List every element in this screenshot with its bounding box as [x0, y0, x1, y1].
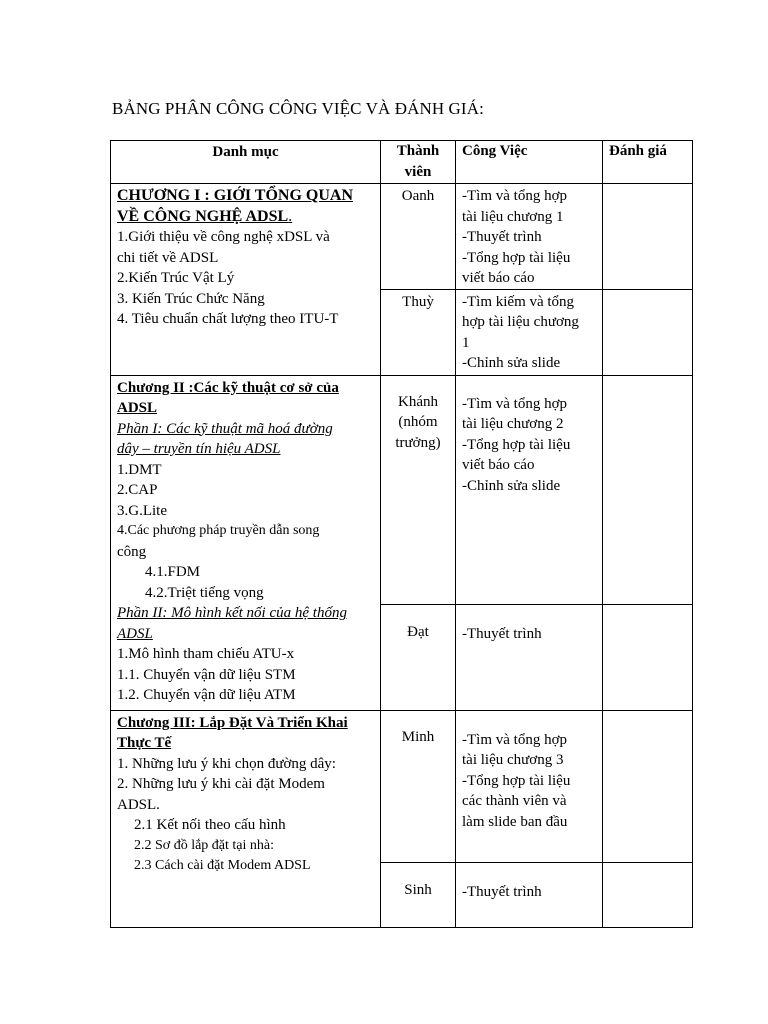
chapter2-item: công [117, 543, 147, 560]
chapter2-item: 2.CAP [117, 482, 158, 498]
header-member: Thành viên [381, 141, 456, 184]
chapter3-category-cell [111, 710, 381, 927]
evaluation-cell [603, 375, 693, 605]
member-khanh: Khánh (nhóm trưởng) [381, 375, 456, 605]
table-row [111, 184, 693, 290]
chapter1-item: 2.Kiến Trúc Vật Lý [117, 270, 235, 286]
chapter1-item: chi tiết về ADSL [117, 249, 219, 266]
chapter2-part1-heading: Phần I: Các kỹ thuật mã hoá đường dây – truyền tín hiệu ADSL [117, 420, 333, 457]
task-minh: -Tìm và tổng hợp tài liệu chương 3 -Tổng hợp tài liệu các thành viên và làm slide ban đầu [456, 710, 603, 862]
task-khanh: -Tìm và tổng hợp tài liệu chương 2 -Tổng hợp tài liệu viết báo cáo -Chỉnh sửa slide [456, 375, 603, 605]
assignment-table [110, 140, 693, 928]
chapter2-item: 1.Mô hình tham chiếu ATU-x [117, 646, 295, 662]
chapter1-heading: CHƯƠNG I : GIỚI TỔNG QUAN VỀ CÔNG NGHỆ ADSL. [117, 187, 354, 225]
chapter3-subitem: 2.2 Sơ đồ lắp đặt tại nhà: [134, 837, 274, 853]
chapter3-subitem: 2.1 Kết nối theo cấu hình [134, 817, 286, 833]
member-thuy: Thuỳ [381, 289, 456, 375]
chapter1-item: 3. Kiến Trúc Chức Năng [117, 290, 265, 307]
chapter2-item: 1.1. Chuyển vận dữ liệu STM [117, 666, 296, 683]
evaluation-cell [603, 710, 693, 862]
member-minh: Minh [381, 710, 456, 862]
member-dat: Đạt [381, 605, 456, 710]
evaluation-cell [603, 862, 693, 927]
member-oanh: Oanh [381, 184, 456, 290]
chapter3-item: 1. Những lưu ý khi chọn đường dây: [117, 755, 336, 772]
task-oanh: -Tìm và tổng hợp tài liệu chương 1 -Thuyết trình -Tổng hợp tài liệu viết báo cáo [456, 184, 603, 290]
chapter2-category-cell [111, 375, 381, 710]
chapter2-subitem: 4.1.FDM [145, 564, 201, 580]
chapter1-item: 4. Tiêu chuẩn chất lượng theo ITU-T [117, 311, 339, 327]
chapter2-item: 4.Các phương pháp truyền dẫn song [117, 523, 320, 538]
document-title: BẢNG PHÂN CÔNG CÔNG VIỆC VÀ ĐÁNH GIÁ: [112, 99, 484, 118]
chapter2-item: 3.G.Lite [117, 502, 167, 519]
header-category: Danh mục [111, 141, 381, 184]
chapter2-part2-heading: Phần II: Mô hình kết nối của hệ thống ADSL [117, 605, 347, 642]
evaluation-cell [603, 289, 693, 375]
table-row [111, 710, 693, 862]
chapter3-item: ADSL. [117, 796, 160, 813]
evaluation-cell [603, 184, 693, 290]
chapter2-heading: Chương II :Các kỹ thuật cơ sở của ADSL [117, 379, 339, 416]
task-sinh: -Thuyết trình [456, 862, 603, 927]
chapter3-heading: Chương III: Lắp Đặt Và Triển Khai Thực Tế [117, 714, 348, 751]
member-sinh: Sinh [381, 862, 456, 927]
chapter1-item: 1.Giới thiệu về công nghệ xDSL và [117, 229, 330, 245]
task-thuy: -Tìm kiếm và tổng hợp tài liệu chương 1 -Chỉnh sửa slide [456, 289, 603, 375]
chapter3-subitem: 2.3 Cách cài đặt Modem ADSL [134, 858, 311, 873]
evaluation-cell [603, 605, 693, 710]
task-dat: -Thuyết trình [456, 605, 603, 710]
chapter1-category-cell [111, 184, 381, 376]
chapter3-item: 2. Những lưu ý khi cài đặt Modem [117, 776, 325, 792]
table-row [111, 375, 693, 605]
table-header-row [111, 141, 693, 184]
chapter2-item: 1.DMT [117, 461, 162, 478]
chapter2-item: 1.2. Chuyển vận dữ liệu ATM [117, 687, 296, 703]
header-evaluation: Đánh giá [603, 141, 693, 184]
chapter2-subitem: 4.2.Triệt tiếng vọng [145, 584, 264, 601]
header-work: Công Việc [456, 141, 603, 184]
